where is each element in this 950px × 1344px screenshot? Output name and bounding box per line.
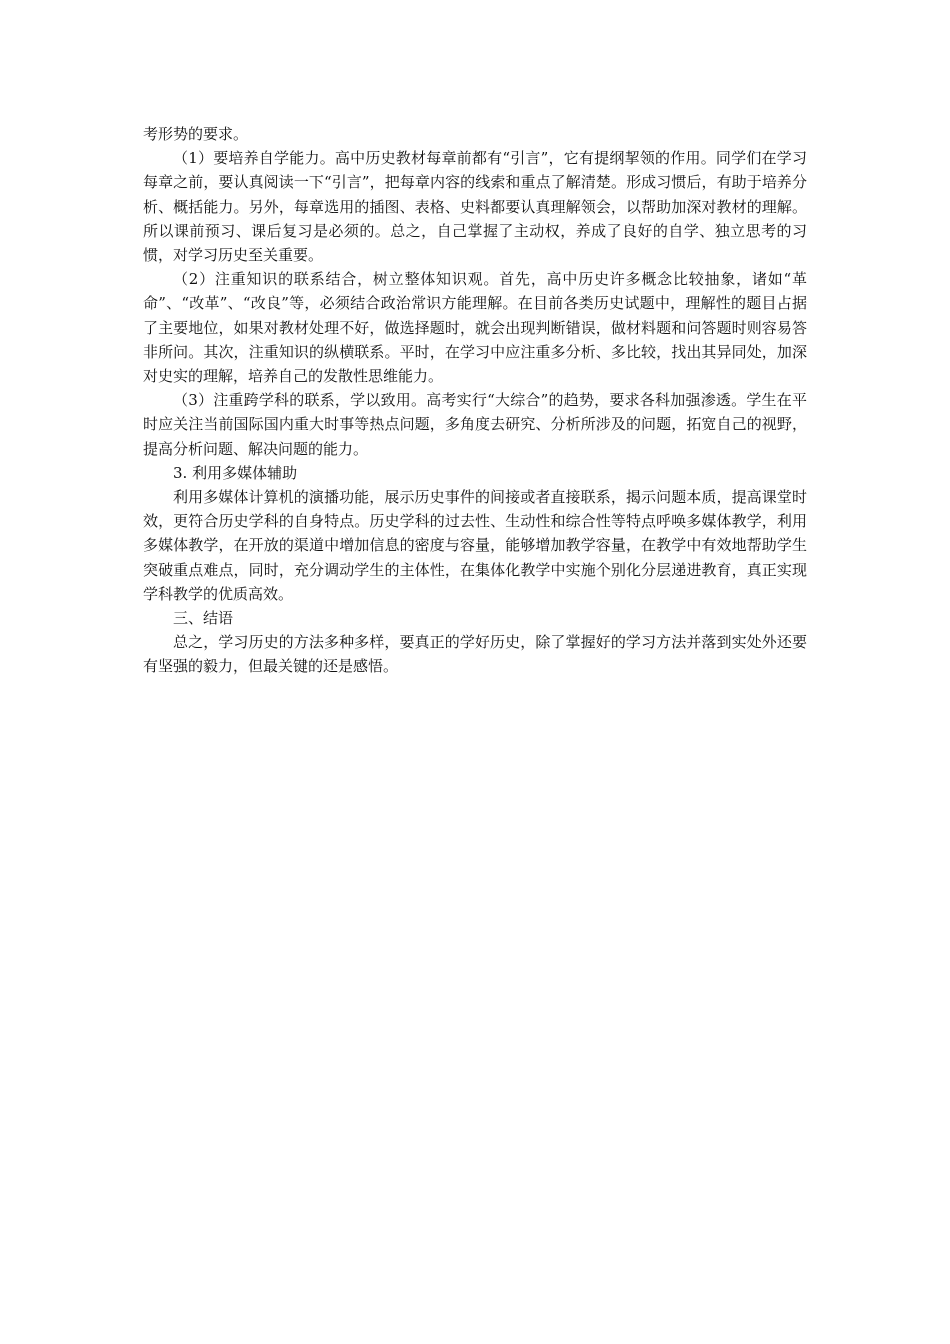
paragraph-knowledge-connection: （2）注重知识的联系结合，树立整体知识观。首先，高中历史许多概念比较抽象，诸如“革命”、“改革”、“改良”等，必须结合政治常识方能理解。在目前各类历史试题中，理解性的题目占据了主要地位，如果对教材处理不好，做选择题时，就会出现判断错误，做材料题和问答题时则容易答非所问。其次，注重知识的纵横联系。平时，在学习中应注重多分析、多比较，找出其异同处，加深对史实的理解，培养自己的发散性思维能力。 — [143, 270, 807, 386]
paragraph-conclusion: 总之，学习历史的方法多种多样，要真正的学好历史，除了掌握好的学习方法并落到实处外还要有坚强的毅力，但最关键的还是感悟。 — [143, 633, 807, 676]
section-heading-conclusion: 三、结语 — [173, 609, 234, 628]
paragraph-self-study: （1）要培养自学能力。高中历史教材每章前都有“引言”，它有提纲挈领的作用。同学们在学习每章之前，要认真阅读一下“引言”，把每章内容的线索和重点了解清楚。形成习惯后，有助于培养分析、概括能力。另外，每章选用的插图、表格、史料都要认真理解领会，以帮助加深对教材的理解。所以课前预习、课后复习是必须的。总之，自己掌握了主动权，养成了良好的自学、独立思考的习惯，对学习历史至关重要。 — [143, 149, 807, 265]
section-heading-multimedia: 3. 利用多媒体辅助 — [173, 463, 298, 482]
paragraph-continuation: 考形势的要求。 — [143, 125, 249, 143]
paragraph-multimedia: 利用多媒体计算机的演播功能，展示历史事件的间接或者直接联系，揭示问题本质，提高课堂时效，更符合历史学科的自身特点。历史学科的过去性、生动性和综合性等特点呼唤多媒体教学，利用多媒体教学，在开放的渠道中增加信息的密度与容量，能够增加教学容量，在教学中有效地帮助学生突破重点难点，同时，充分调动学生的主体性，在集体化教学中实施个别化分层递进教育，真正实现学科教学的优质高效。 — [143, 488, 807, 603]
document-page — [143, 122, 807, 679]
paragraph-cross-discipline: （3）注重跨学科的联系，学以致用。高考实行“大综合”的趋势，要求各科加强渗透。学生在平时应关注当前国际国内重大时事等热点问题，多角度去研究、分析所涉及的问题，拓宽自己的视野，提高分析问题、解决问题的能力。 — [143, 391, 807, 458]
